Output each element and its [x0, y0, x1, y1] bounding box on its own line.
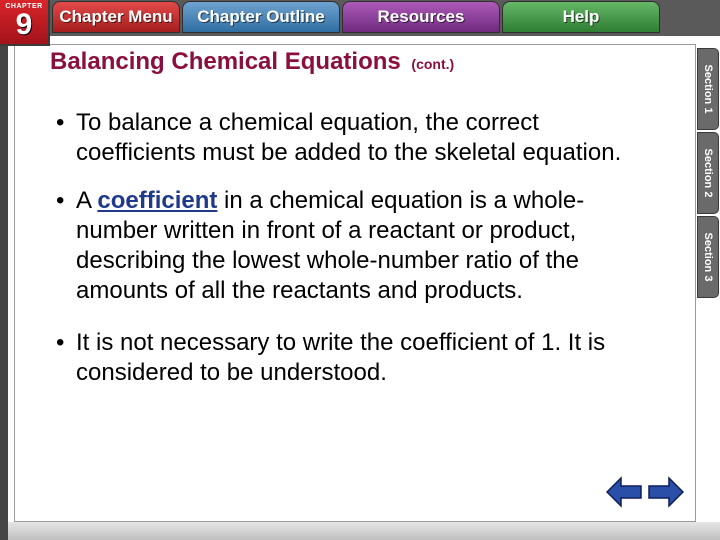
bullet-text: To balance a chemical equation, the correct coefficients must be added to the skeletal equation.: [76, 109, 622, 166]
tab-chapter-menu[interactable]: Chapter Menu: [52, 1, 180, 33]
bullet-text-suffix: in a chemical equation is a whole-number written in front of a reactant or product, describing the lowest whole-number ratio of the amounts of all the reactants and products.: [76, 187, 585, 304]
bottom-shade: [8, 522, 720, 540]
coefficient-glossary-link[interactable]: coefficient: [97, 187, 218, 214]
side-tab-section-3[interactable]: [697, 216, 719, 298]
side-tab-section-2[interactable]: [697, 132, 719, 214]
chapter-word: CHAPTER: [5, 3, 43, 10]
bullet-text: It is not necessary to write the coefficient of 1. It is considered to be understood.: [76, 329, 606, 386]
bullet-item: [56, 108, 656, 168]
chapter-number: 9: [15, 8, 33, 41]
bullet-text-prefix: A: [76, 187, 98, 214]
left-arrow-icon: [606, 476, 642, 508]
left-accent-strip: [0, 36, 8, 540]
side-tab-label: Section 2: [702, 148, 714, 198]
bullet-item: [56, 328, 656, 388]
slide-title-text: Balancing Chemical Equations: [50, 48, 401, 75]
tab-chapter-outline[interactable]: Chapter Outline: [182, 1, 340, 33]
right-arrow-icon: [648, 476, 684, 508]
tab-resources[interactable]: Resources: [342, 1, 500, 33]
slide-title: [50, 48, 454, 76]
side-tab-label: Section 1: [702, 64, 714, 114]
bullet-item: [56, 186, 656, 306]
next-slide-button[interactable]: [648, 476, 684, 508]
slide-title-suffix: (cont.): [411, 56, 455, 72]
previous-slide-button[interactable]: [606, 476, 642, 508]
tab-help[interactable]: Help: [502, 1, 660, 33]
side-tab-label: Section 3: [702, 232, 714, 282]
bullet-list: [56, 108, 656, 388]
side-tab-section-1[interactable]: [697, 48, 719, 130]
chapter-badge: [0, 0, 50, 46]
